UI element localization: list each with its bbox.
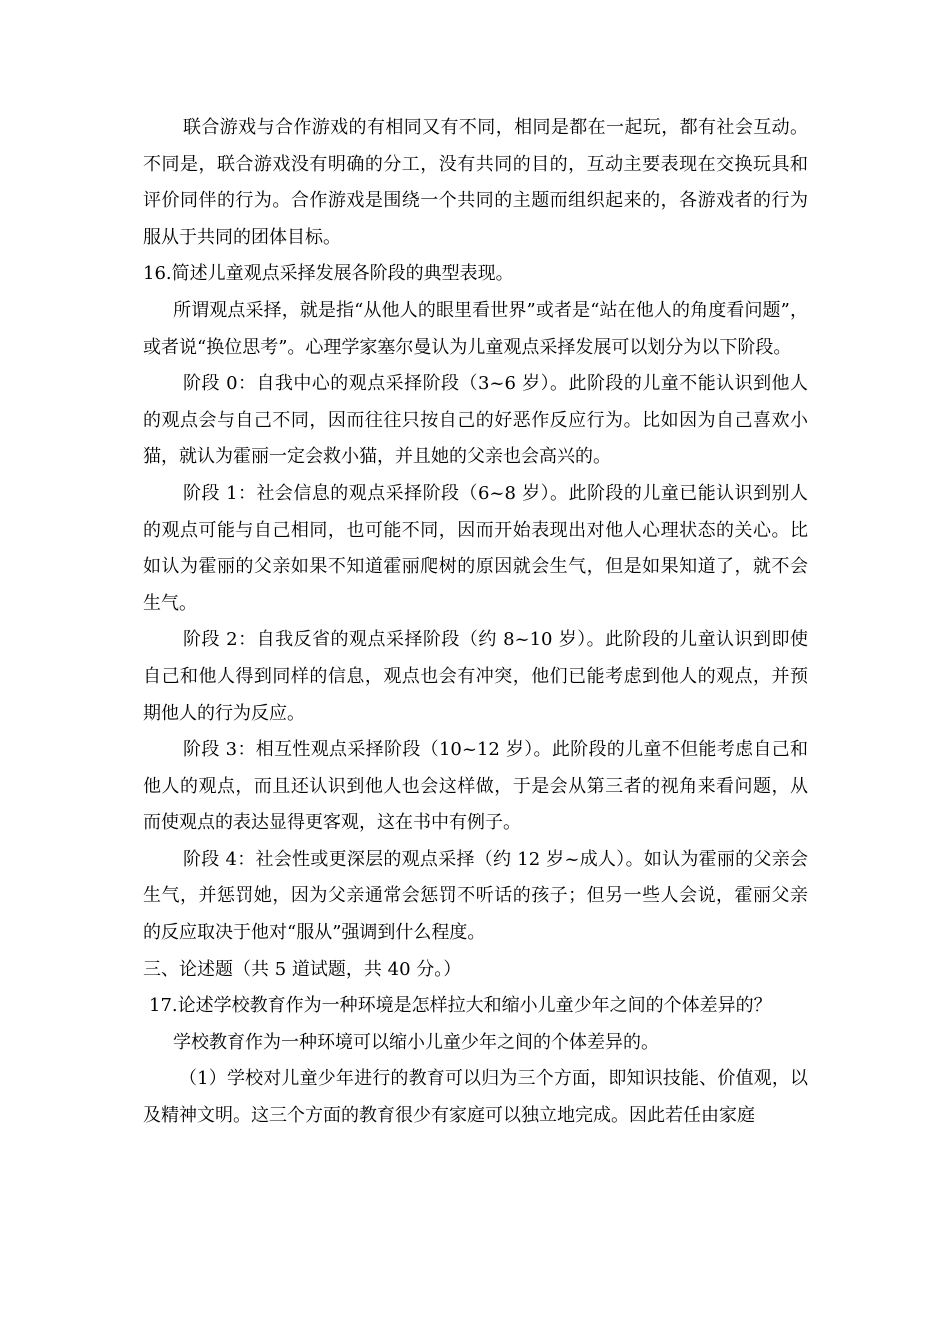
paragraph-perspective-taking-definition: 所谓观点采择，就是指“从他人的眼里看世界”或者是“站在他人的角度看问题”，或者说“换位思考”。心理学家塞尔曼认为儿童观点采择发展可以划分为以下阶段。 xyxy=(143,299,808,358)
question-16-heading: 16.简述儿童观点采择发展各阶段的典型表现。 xyxy=(143,263,514,285)
section-3-heading: 三、论述题（共 5 道试题，共 40 分。） xyxy=(143,958,462,980)
question-17-heading: 17.论述学校教育作为一种环境是怎样拉大和缩小儿童少年之间的个体差异的？ xyxy=(149,995,772,1017)
paragraph-play-comparison: 联合游戏与合作游戏的有相同又有不同，相同是都在一起玩，都有社会互动。不同是，联合游戏没有明确的分工，没有共同的目的，互动主要表现在交换玩具和评价同伴的行为。合作游戏是围绕一个共同的主题而组织起来的，各游戏者的行为服从于共同的团体目标。 xyxy=(143,117,808,248)
document-body xyxy=(143,110,808,1135)
paragraph-point-1: （1）学校对儿童少年进行的教育可以归为三个方面，即知识技能、价值观，以及精神文明。这三个方面的教育很少有家庭可以独立地完成。因此若任由家庭 xyxy=(143,1068,808,1127)
paragraph-school-education-intro: 学校教育作为一种环境可以缩小儿童少年之间的个体差异的。 xyxy=(173,1031,659,1053)
paragraph-stage-3: 阶段 3：相互性观点采择阶段（10~12 岁）。此阶段的儿童不但能考虑自己和他人的观点，而且还认识到他人也会这样做，于是会从第三者的视角来看问题，从而使观点的表达显得更客观，这在书中有例子。 xyxy=(143,739,808,834)
paragraph-stage-2: 阶段 2：自我反省的观点采择阶段（约 8~10 岁）。此阶段的儿童认识到即使自己和他人得到同样的信息，观点也会有冲突，他们已能考虑到他人的观点，并预期他人的行为反应。 xyxy=(143,629,808,724)
paragraph-stage-4: 阶段 4：社会性或更深层的观点采择（约 12 岁~成人）。如认为霍丽的父亲会生气，并惩罚她，因为父亲通常会惩罚不听话的孩子；但另一些人会说，霍丽父亲的反应取决于他对“服从”强调到什么程度。 xyxy=(143,848,808,944)
paragraph-stage-0: 阶段 0：自我中心的观点采择阶段（3~6 岁）。此阶段的儿童不能认识到他人的观点会与自己不同，因而往往只按自己的好恶作反应行为。比如因为自己喜欢小猫，就认为霍丽一定会救小猫，并且她的父亲也会高兴的。 xyxy=(143,373,808,468)
paragraph-stage-1: 阶段 1：社会信息的观点采择阶段（6~8 岁）。此阶段的儿童已能认识到别人的观点可能与自己相同，也可能不同，因而开始表现出对他人心理状态的关心。比如认为霍丽的父亲如果不知道霍丽爬树的原因就会生气，但是如果知道了，就不会生气。 xyxy=(143,482,808,614)
